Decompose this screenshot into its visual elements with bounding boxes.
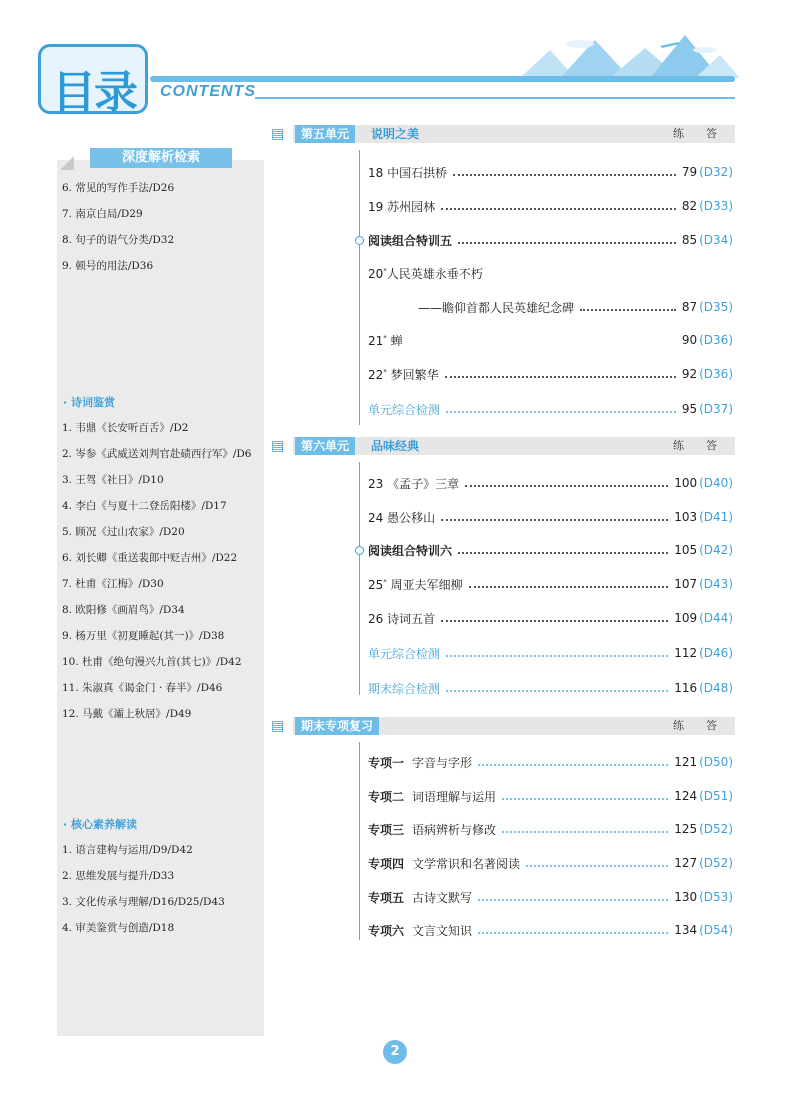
header-rule-thin [255, 97, 735, 99]
toc-entry[interactable]: 专项六 文言文知识 134 (D54) [368, 923, 733, 938]
sidebar-item: 2. 岑参《武威送刘判官赴碛西行军》/D6 [62, 448, 252, 460]
header [0, 0, 790, 120]
column-answer: 答 [706, 439, 717, 452]
sidebar-tab: 深度解析检索 [90, 148, 232, 168]
unit-rule [359, 742, 360, 940]
header-rule [150, 76, 735, 82]
unit-header-6 [271, 437, 735, 455]
unit-rule [359, 462, 360, 695]
sidebar-item: 10. 杜甫《绝句漫兴九首(其七)》/D42 [62, 656, 242, 668]
bullet-marker [355, 236, 364, 245]
column-practice: 练 [673, 719, 684, 732]
sidebar-item: 12. 马戴《灞上秋居》/D49 [62, 708, 192, 720]
toc-entry[interactable]: 单元综合检测 95 (D37) [368, 402, 733, 417]
toc-entry[interactable]: 24 愚公移山 103 (D41) [368, 510, 733, 525]
unit-name: 品味经典 [371, 439, 420, 453]
bullet-marker [355, 546, 364, 555]
toc-entry-title[interactable]: 20*人民英雄永垂不朽 [368, 266, 483, 281]
sidebar-item: 7. 杜甫《江梅》/D30 [62, 578, 164, 590]
page-title: 目录 [52, 67, 136, 118]
sidebar-item: 8. 欧阳修《画眉鸟》/D34 [62, 604, 185, 616]
tab-fold [60, 156, 74, 170]
mountain-illustration [520, 30, 740, 80]
column-answer: 答 [706, 719, 717, 732]
sidebar-section-core: · 核心素养解读 [63, 818, 138, 831]
sidebar-item: 1. 韦鼎《长安听百舌》/D2 [62, 422, 189, 434]
sidebar-item: 9. 顿号的用法/D36 [62, 260, 154, 272]
toc-entry[interactable]: 阅读组合特训五 85 (D34) [368, 233, 733, 248]
toc-entry[interactable]: 22* 梦回繁华 92 (D36) [368, 367, 733, 382]
book-stack-icon: ▤ [271, 438, 285, 454]
toc-entry[interactable]: 单元综合检测 112 (D46) [368, 646, 733, 661]
toc-entry[interactable]: 阅读组合特训六 105 (D42) [368, 543, 733, 558]
sidebar-item: 1. 语言建构与运用/D9/D42 [62, 844, 193, 856]
toc-entry[interactable]: 专项二 词语理解与运用 124 (D51) [368, 789, 733, 804]
sidebar-item: 9. 杨万里《初夏睡起(其一)》/D38 [62, 630, 225, 642]
toc-entry[interactable]: 19 苏州园林 82 (D33) [368, 199, 733, 214]
sidebar-item: 4. 李白《与夏十二登岳阳楼》/D17 [62, 500, 227, 512]
unit-number: 第六单元 [295, 437, 355, 455]
page-number: 2 [383, 1040, 407, 1064]
unit-number: 期末专项复习 [295, 717, 379, 735]
sidebar-item: 2. 思维发展与提升/D33 [62, 870, 175, 882]
toc-entry[interactable]: 25* 周亚夫军细柳 107 (D43) [368, 577, 733, 592]
unit-bar [293, 437, 735, 455]
book-stack-icon: ▤ [271, 126, 285, 142]
page-title-en: CONTENTS [160, 83, 256, 100]
unit-header-5 [271, 125, 735, 143]
unit-name: 说明之美 [371, 127, 420, 141]
sidebar-item: 6. 刘长卿《重送裴郎中贬吉州》/D22 [62, 552, 238, 564]
toc-entry[interactable]: 专项五 古诗文默写 130 (D53) [368, 890, 733, 905]
unit-rule [359, 150, 360, 425]
unit-bar [293, 125, 735, 143]
toc-entry[interactable]: 18 中国石拱桥 79 (D32) [368, 165, 733, 180]
toc-entry[interactable]: 期末综合检测 116 (D48) [368, 681, 733, 696]
sidebar-item: 3. 文化传承与理解/D16/D25/D43 [62, 896, 225, 908]
column-practice: 练 [673, 127, 684, 140]
toc-entry[interactable]: 专项四 文学常识和名著阅读 127 (D52) [368, 856, 733, 871]
book-stack-icon: ▤ [271, 718, 285, 734]
toc-entry[interactable]: ——瞻仰首都人民英雄纪念碑 87 (D35) [418, 300, 733, 315]
toc-entry[interactable]: 专项一 字音与字形 121 (D50) [368, 755, 733, 770]
sidebar-section-poetry: · 诗词鉴赏 [63, 396, 116, 409]
unit-header-review [271, 717, 735, 735]
column-practice: 练 [673, 439, 684, 452]
column-answer: 答 [706, 127, 717, 140]
toc-entry[interactable]: 21* 蝉 90 (D36) [368, 333, 733, 348]
toc-entry[interactable]: 26 诗词五首 109 (D44) [368, 611, 733, 626]
unit-number: 第五单元 [295, 125, 355, 143]
sidebar-item: 6. 常见的写作手法/D26 [62, 182, 175, 194]
sidebar-item: 3. 王驾《社日》/D10 [62, 474, 164, 486]
toc-entry[interactable]: 23 《孟子》三章 100 (D40) [368, 476, 733, 491]
sidebar-item: 11. 朱淑真《谒金门 · 春半》/D46 [62, 682, 223, 694]
toc-entry[interactable]: 专项三 语病辨析与修改 125 (D52) [368, 822, 733, 837]
sidebar-item: 8. 句子的语气分类/D32 [62, 234, 175, 246]
sidebar-item: 4. 审美鉴赏与创造/D18 [62, 922, 175, 934]
sidebar-item: 7. 南京白局/D29 [62, 208, 143, 220]
sidebar-item: 5. 顾况《过山农家》/D20 [62, 526, 185, 538]
